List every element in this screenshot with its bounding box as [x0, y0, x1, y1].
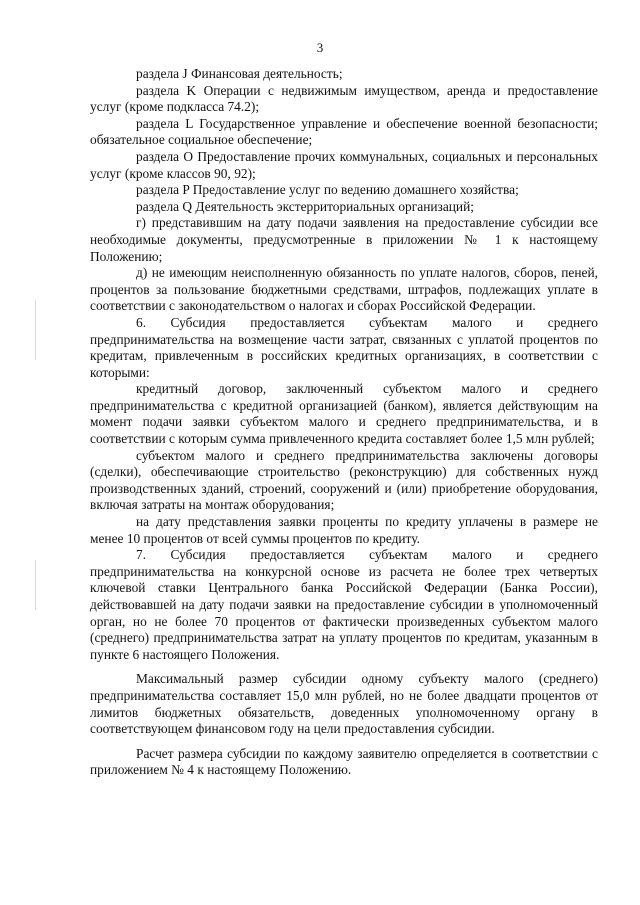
margin-scan-mark — [35, 560, 36, 610]
paragraph-credit-agreement: кредитный договор, заключенный субъектом малого и среднего предпринимательства с кредитной организацией (банком), является действующим на момент подачи заявки субъектом малого и среднего предпринимательства, и в соответствии с которым сумма привлеченного кредита составляет более 1,5 млн рублей; — [90, 381, 598, 447]
paragraph-section-k: раздела K Операции с недвижимым имуществом, аренда и предоставление услуг (кроме подкласса 74.2); — [90, 82, 598, 115]
paragraph-section-l: раздела L Государственное управление и обеспечение военной безопасности; обязательное социальное обеспечение; — [90, 115, 598, 148]
paragraph-section-j: раздела J Финансовая деятельность; — [136, 66, 343, 81]
paragraph-section-o: раздела O Предоставление прочих коммунальных, социальных и персональных услуг (кроме классов 90, 92); — [90, 148, 598, 181]
document-body — [90, 66, 598, 779]
paragraph-contracts: субъектом малого и среднего предпринимательства заключены договоры (сделки), обеспечивающие строительство (реконструкцию) для собственных нужд производственных зданий, строений, сооружений и (или) приобретение оборудования, включая затраты на монтаж оборудования; — [90, 447, 598, 513]
margin-scan-mark — [35, 300, 36, 360]
paragraph-interest-paid: на дату представления заявки проценты по кредиту уплачены в размере не менее 10 процентов от всей суммы процентов по кредиту. — [90, 514, 598, 546]
paragraph-clause-6: 6. Субсидия предоставляется субъектам малого и среднего предпринимательства на возмещение части затрат, связанных с уплатой процентов по кредитам, привлеченным в российских кредитных организациях, в соответствии с которыми: — [90, 314, 598, 380]
paragraph-max-subsidy: Максимальный размер субсидии одному субъекту малого (среднего) предпринимательства составляет 15,0 млн рублей, но не более двадцати процентов от лимитов бюджетных обязательств, доведенных уполномоченному органу в соответствующем финансовом году на цели предоставления субсидии. — [90, 671, 598, 737]
paragraph-item-g: г) представившим на дату подачи заявления на предоставление субсидии все необходимые документы, предусмотренные в приложении № 1 к настоящему Положению; — [90, 215, 598, 264]
paragraph-clause-7: 7. Субсидия предоставляется субъектам малого и среднего предпринимательства на конкурсной основе из расчета не более трех четвертых ключевой ставки Центрального банка Российской Федерации (Банка России), действовавшей на дату подачи заявки на предоставление субсидии в уполномоченный орган, но не более 70 процентов от фактически произведенных субъектом малого (среднего) предпринимательства затрат на уплату процентов по кредитам, указанным в пункте 6 настоящего Положения. — [90, 547, 598, 662]
paragraph-calculation: Расчет размера субсидии по каждому заявителю определяется в соответствии с приложением № 4 к настоящему Положению. — [90, 745, 598, 778]
paragraph-section-q: раздела Q Деятельность экстерриториальных организаций; — [136, 198, 474, 214]
paragraph-section-p: раздела P Предоставление услуг по ведению домашнего хозяйства; — [136, 182, 519, 198]
page-number: 3 — [316, 40, 324, 55]
paragraph-item-d: д) не имеющим неисполненную обязанность по уплате налогов, сборов, пеней, процентов за пользование бюджетными средствами, штрафов, подлежащих уплате в соответствии с законодательством о налогах и сборах Российской Федерации. — [90, 265, 598, 314]
